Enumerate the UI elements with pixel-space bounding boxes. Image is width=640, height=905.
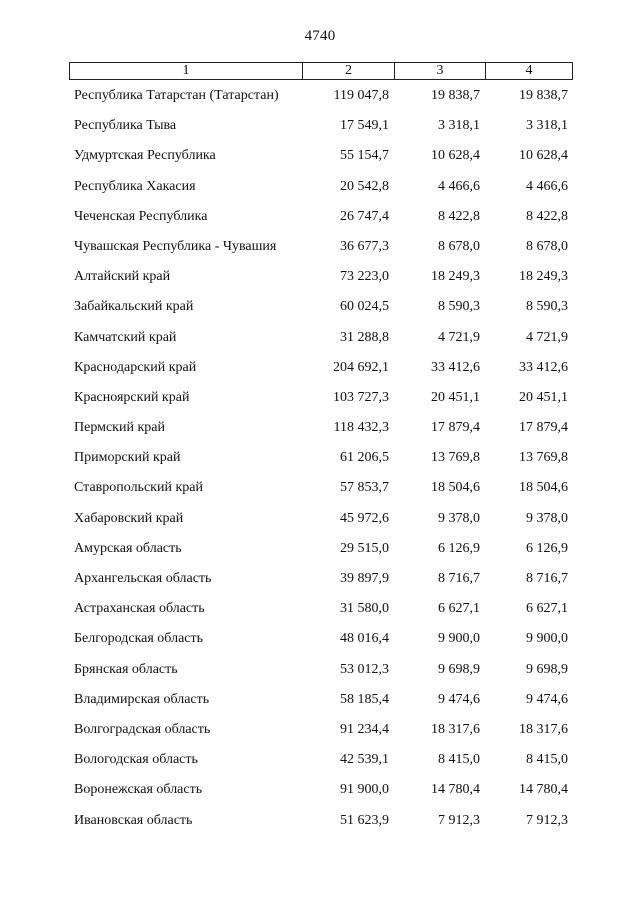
page-number: 4740 [304, 28, 336, 44]
value-col-4: 8 678,0 [526, 238, 568, 254]
value-col-4: 20 451,1 [519, 389, 568, 405]
value-col-2: 17 549,1 [340, 118, 389, 134]
value-col-2: 31 288,8 [340, 329, 389, 345]
table-row [0, 80, 640, 110]
value-col-2: 118 432,3 [333, 420, 389, 436]
value-col-2: 60 024,5 [340, 299, 389, 315]
value-col-4: 18 249,3 [519, 269, 568, 285]
table-row [0, 593, 640, 623]
column-header-row [70, 63, 573, 80]
value-col-2: 61 206,5 [340, 450, 389, 466]
region-name: Вологодская область [74, 752, 198, 768]
value-col-2: 57 853,7 [340, 480, 389, 496]
value-col-3: 10 628,4 [431, 148, 480, 164]
region-name: Красноярский край [74, 389, 190, 405]
value-col-4: 8 590,3 [526, 299, 568, 315]
value-col-3: 4 466,6 [438, 178, 480, 194]
region-name: Республика Татарстан (Татарстан) [74, 88, 279, 103]
region-name: Приморский край [74, 450, 181, 466]
table-row [0, 805, 640, 835]
value-col-2: 73 223,0 [340, 269, 389, 285]
value-col-4: 13 769,8 [519, 450, 568, 466]
value-col-3: 8 590,3 [438, 299, 480, 315]
table-row [0, 352, 640, 382]
value-col-4: 9 474,6 [526, 691, 568, 707]
table-row [0, 774, 640, 804]
value-col-3: 18 504,6 [431, 480, 480, 496]
table-row [0, 140, 640, 170]
value-col-3: 18 317,6 [431, 721, 480, 737]
value-col-4: 4 721,9 [526, 329, 568, 345]
value-col-4: 17 879,4 [519, 420, 568, 436]
region-name: Белгородская область [74, 631, 204, 647]
value-col-3: 8 415,0 [438, 752, 480, 768]
value-col-2: 48 016,4 [340, 631, 389, 647]
value-col-3: 6 627,1 [438, 601, 480, 617]
value-col-3: 8 422,8 [438, 208, 480, 224]
value-col-2: 39 897,9 [340, 571, 389, 586]
region-name: Камчатский край [74, 329, 177, 345]
region-name: Брянская область [74, 661, 178, 677]
value-col-4: 8 716,7 [526, 571, 568, 586]
value-col-2: 26 747,4 [340, 208, 389, 224]
table-row [0, 744, 640, 774]
value-col-2: 36 677,3 [340, 238, 389, 254]
value-col-4: 18 504,6 [519, 480, 568, 496]
table-row [0, 201, 640, 231]
table-row [0, 563, 640, 593]
table-row [0, 291, 640, 321]
table-row [0, 714, 640, 744]
value-col-4: 4 466,6 [526, 178, 568, 194]
value-col-3: 19 838,7 [431, 88, 480, 103]
table-row [0, 503, 640, 533]
value-col-3: 6 126,9 [438, 540, 480, 556]
value-col-3: 9 698,9 [438, 661, 480, 677]
value-col-3: 17 879,4 [431, 420, 480, 436]
value-col-4: 8 415,0 [526, 752, 568, 768]
value-col-2: 53 012,3 [340, 661, 389, 677]
table-row [0, 261, 640, 291]
value-col-2: 31 580,0 [340, 601, 389, 617]
value-col-4: 3 318,1 [526, 118, 568, 134]
value-col-2: 42 539,1 [340, 752, 389, 768]
value-col-3: 3 318,1 [438, 118, 480, 134]
table-row [0, 684, 640, 714]
value-col-3: 18 249,3 [431, 269, 480, 285]
value-col-3: 7 912,3 [438, 812, 480, 828]
table-row [0, 322, 640, 352]
data-table-body [0, 80, 640, 835]
region-name: Алтайский край [74, 269, 171, 285]
table-row [0, 623, 640, 653]
value-col-4: 6 126,9 [526, 540, 568, 556]
column-header-table [69, 62, 573, 80]
value-col-4: 14 780,4 [519, 782, 568, 798]
region-name: Краснодарский край [74, 359, 197, 375]
table-row [0, 654, 640, 684]
value-col-2: 45 972,6 [340, 510, 389, 526]
value-col-4: 7 912,3 [526, 812, 568, 828]
table-row [0, 110, 640, 140]
region-name: Архангельская область [74, 571, 212, 586]
region-name: Амурская область [74, 540, 182, 556]
region-name: Чувашская Республика - Чувашия [74, 238, 277, 254]
value-col-4: 33 412,6 [519, 359, 568, 375]
table-row [0, 412, 640, 442]
region-name: Забайкальский край [74, 299, 194, 315]
table-row [0, 171, 640, 201]
column-header-1: 1 [70, 63, 303, 80]
region-name: Астраханская область [74, 601, 205, 617]
value-col-3: 9 474,6 [438, 691, 480, 707]
value-col-2: 119 047,8 [333, 88, 389, 103]
value-col-4: 9 378,0 [526, 510, 568, 526]
region-name: Владимирская область [74, 691, 210, 707]
value-col-2: 91 900,0 [340, 782, 389, 798]
region-name: Чеченская Республика [74, 208, 208, 224]
region-name: Республика Тыва [74, 118, 177, 134]
value-col-2: 103 727,3 [333, 389, 389, 405]
value-col-4: 19 838,7 [519, 88, 568, 103]
value-col-2: 20 542,8 [340, 178, 389, 194]
value-col-3: 9 378,0 [438, 510, 480, 526]
region-name: Удмуртская Республика [74, 148, 216, 164]
value-col-4: 8 422,8 [526, 208, 568, 224]
region-name: Ивановская область [74, 812, 193, 828]
table-row [0, 231, 640, 261]
column-header-4: 4 [486, 63, 573, 80]
value-col-3: 4 721,9 [438, 329, 480, 345]
value-col-3: 33 412,6 [431, 359, 480, 375]
value-col-4: 6 627,1 [526, 601, 568, 617]
column-header-2: 2 [303, 63, 395, 80]
region-name: Хабаровский край [74, 510, 184, 526]
value-col-2: 58 185,4 [340, 691, 389, 707]
value-col-3: 8 678,0 [438, 238, 480, 254]
value-col-2: 55 154,7 [340, 148, 389, 164]
table-row [0, 382, 640, 412]
value-col-4: 9 900,0 [526, 631, 568, 647]
value-col-2: 29 515,0 [340, 540, 389, 556]
region-name: Воронежская область [74, 782, 203, 798]
value-col-4: 10 628,4 [519, 148, 568, 164]
value-col-2: 204 692,1 [333, 359, 389, 375]
region-name: Ставропольский край [74, 480, 203, 496]
region-name: Республика Хакасия [74, 178, 196, 194]
value-col-3: 14 780,4 [431, 782, 480, 798]
table-row [0, 533, 640, 563]
region-name: Волгоградская область [74, 721, 211, 737]
table-row [0, 472, 640, 502]
value-col-3: 20 451,1 [431, 389, 480, 405]
column-header-3: 3 [395, 63, 486, 80]
table-row [0, 442, 640, 472]
value-col-3: 8 716,7 [438, 571, 480, 586]
value-col-4: 18 317,6 [519, 721, 568, 737]
value-col-3: 9 900,0 [438, 631, 480, 647]
value-col-2: 91 234,4 [340, 721, 389, 737]
value-col-3: 13 769,8 [431, 450, 480, 466]
region-name: Пермский край [74, 420, 165, 436]
value-col-4: 9 698,9 [526, 661, 568, 677]
value-col-2: 51 623,9 [340, 812, 389, 828]
